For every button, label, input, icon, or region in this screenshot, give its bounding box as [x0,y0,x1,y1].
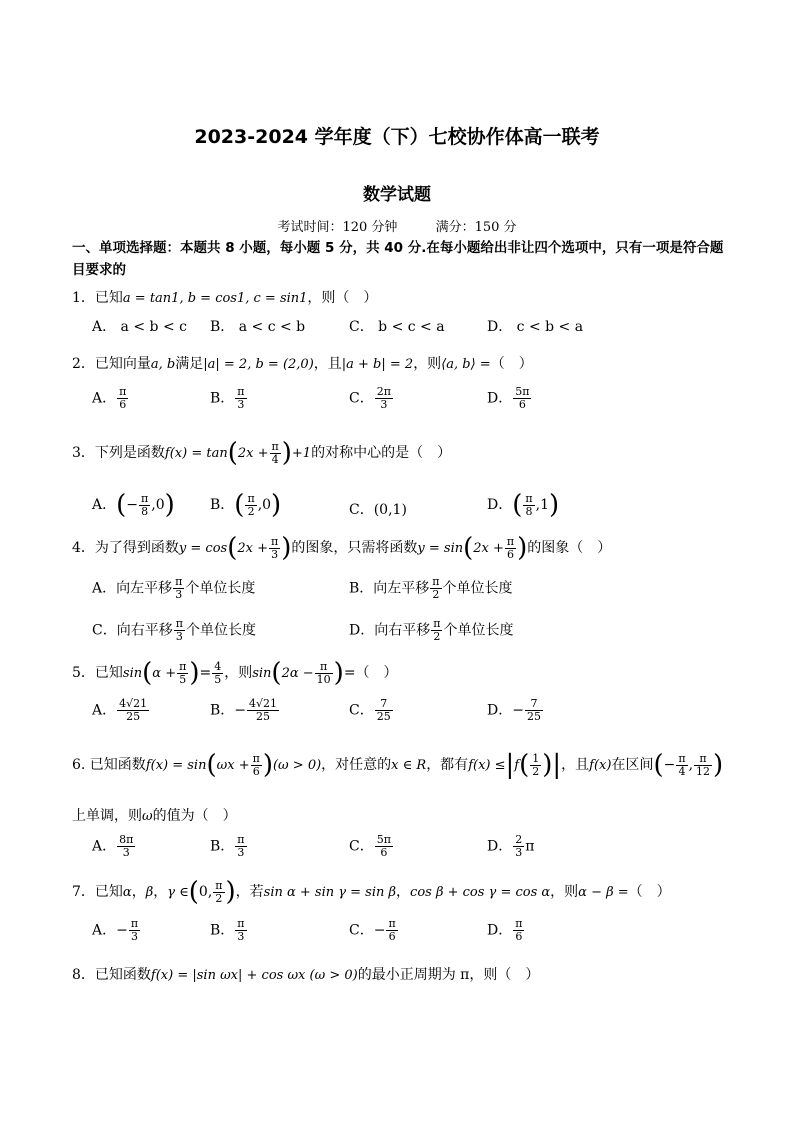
fraction-numerator: π [141,491,149,505]
option-label: D． [487,390,513,407]
fraction-denominator: 25 [256,710,271,723]
option-label: B． [210,838,235,855]
question-2-math-4: ⟨a, b⟩ = [441,357,491,372]
question-6-stem-b: ，对任意的 [321,757,392,773]
option-tail: ,0 [257,497,272,513]
option-fraction [235,918,246,943]
option-fraction [375,834,393,859]
option-fraction [430,576,441,601]
option-tail: 个单位长度 [442,580,513,597]
question-7-math-alpha: α [122,885,132,900]
option-label: B． [210,922,235,939]
question-4-option-c [92,618,256,643]
fraction-numerator: 7 [375,698,393,711]
option-tail: 个单位长度 [443,622,514,639]
abs-open: | [505,750,515,780]
question-1-option-d: D． c < b < a [487,319,584,335]
option-fraction [247,698,279,723]
question-2-stem-c: ，且 [313,356,342,372]
option-label: D． [487,497,513,513]
question-3-option-d [487,490,559,520]
option-fraction [375,698,393,723]
option-label: C． [349,390,374,407]
fraction-numerator: 7 [525,698,543,711]
fraction-numerator: π [175,617,183,630]
option-label: A． [92,390,117,407]
paren-close: ) [189,658,200,688]
fraction-denominator: 3 [515,846,523,859]
fraction-denominator: 3 [237,930,245,943]
option-sign: − [373,922,386,939]
option-label: B．向左平移 [349,580,430,597]
question-5-fraction-3 [315,661,333,686]
interval-sign: − [663,757,676,773]
fraction-numerator: π [432,575,440,588]
option-tail: ,1 [535,497,549,513]
question-7-math-beta: β [145,885,154,900]
fraction-numerator: π [525,491,533,505]
fraction-numerator: π [694,753,712,766]
question-2-stem-a: 2．已知向量 [72,356,151,372]
question-5-stem-b: ，则 [224,665,253,681]
fraction-denominator: 25 [126,710,141,723]
fraction-numerator: π [215,878,223,892]
fraction-denominator: 12 [696,764,711,778]
option-tail: ,0 [151,497,165,513]
paren-close: ) [271,490,282,520]
question-6-line-2-b: 的值为（ ） [152,808,237,824]
option-value: (0,1) [373,502,407,518]
fraction-denominator: 3 [271,547,279,561]
option-label: C． [349,922,374,939]
question-6-option-a [92,834,136,859]
option-fraction [173,576,184,601]
fraction-numerator: 4√21 [249,697,278,710]
option-fraction [174,618,185,643]
question-6-stem-a: 6. 已知函数 [72,757,146,773]
question-3-stem-b: 的对称中心的是（ ） [311,445,452,461]
question-5-math-2: sin [252,666,272,681]
option-tail: 个单位长度 [185,580,256,597]
fraction-denominator: 2 [532,764,540,778]
option-fraction [117,386,128,411]
option-label: B． [210,497,235,513]
question-4 [72,533,752,563]
question-3-option-b [210,490,281,520]
paren-close: ) [164,490,175,520]
option-label: D．向右平移 [349,622,431,639]
question-7-option-b [210,918,248,943]
exam-subject: 数学试题 [363,185,431,205]
fraction-denominator: 5 [179,672,187,686]
fraction-denominator: 3 [175,588,183,601]
option-label: C． [349,502,374,518]
question-7-math-gamma: γ ∈ [167,885,189,900]
paren-close: ) [517,533,528,563]
fraction-numerator: π [175,575,183,588]
section-heading: 一、单项选择题：本题共 8 小题，每小题 5 分，共 40 分.在每小题给出非让四个选项中，只有一项是符合题目要求的 [72,240,724,278]
fraction-numerator: 4 [214,659,222,673]
fraction-denominator: 3 [237,846,245,859]
option-label: A．向左平移 [92,580,173,597]
option-label: D． [487,838,513,855]
question-6-math-1: f(x) = sin [145,758,207,773]
question-5-math-1-inner: α + [152,666,177,681]
fraction-denominator: 3 [237,398,245,411]
option-tail: π [525,838,535,855]
paren-open: ( [116,490,127,520]
option-sign: − [126,497,139,513]
option-fraction [513,834,524,859]
question-7-stem-d: （ ） [628,884,671,900]
option-fraction [117,698,149,723]
fraction-denominator: 6 [518,398,526,411]
question-3-math-tail: +1 [291,446,312,461]
fraction-numerator: π [515,917,523,930]
question-1-option-b: B． a < c < b [210,319,306,335]
exam-info [0,216,794,235]
question-5-option-c [349,698,394,723]
fraction-numerator: π [678,751,686,765]
question-3-math-inner: 2x + [237,446,269,461]
fraction-numerator: 5π [376,833,391,846]
fraction-denominator: 8 [141,504,149,518]
option-label: D． [487,702,513,719]
question-5-option-d [487,698,544,723]
fraction-numerator: π [237,385,245,398]
fraction-denominator: 3 [175,630,183,643]
interval-comma: , [688,757,694,773]
question-2-option-c [349,386,394,411]
option-sign: − [512,702,524,719]
paren-open: ( [653,750,664,780]
option-fraction [523,493,534,518]
question-6-fraction-1 [251,753,262,778]
question-2-option-a [92,386,129,411]
question-7-fraction [213,880,224,905]
question-7-math-6: α − β = [578,885,629,900]
option-fraction [235,386,246,411]
option-label: C． [349,702,374,719]
paren-open: ( [227,438,238,468]
question-5 [72,658,752,688]
question-8-stem-b: 的最小正周期为 π，则（ ） [357,967,540,983]
question-5-stem-a: 5．已知 [72,665,123,681]
fraction-numerator: π [237,917,245,930]
fraction-numerator: π [271,534,279,548]
option-label: D． [487,922,513,939]
question-1-stem-a: 1．已知 [72,290,123,306]
fraction-denominator: 2 [215,891,223,905]
paren-open: ( [271,658,282,688]
fraction-numerator: 5π [515,385,530,398]
question-4-stem-a: 4．为了得到函数 [72,540,179,556]
fraction-numerator: π [179,659,187,673]
question-1-option-c: C． b < c < a [349,319,445,335]
question-3-stem-a: 3．下列是函数 [72,445,165,461]
separator: ， [131,884,146,900]
question-8-stem-a: 8．已知函数 [72,967,151,983]
question-3-option-a [92,490,175,520]
paren-open: ( [234,490,245,520]
question-2-math-3: |a + b| = 2 [341,357,414,372]
question-6-option-b [210,834,248,859]
question-4-math-1: y = cos [178,541,228,556]
fraction-numerator: π [119,385,127,398]
paren-close: ) [281,533,292,563]
option-fraction [431,618,442,643]
abs-close: | [552,750,562,780]
question-5-fraction-1 [177,661,188,686]
fraction-denominator: 3 [122,846,130,859]
question-7-math-4: sin α + sin γ = sin β [263,885,397,900]
question-6-math-4: f(x) [589,758,612,773]
fraction-denominator: 2 [247,504,255,518]
question-5-option-a [92,698,150,723]
fraction-denominator: 2 [433,630,441,643]
question-6-stem-e: 在区间 [611,757,654,773]
paren-open: ( [142,658,153,688]
option-fraction [525,698,543,723]
question-6-fraction-2 [530,753,541,778]
option-fraction [513,918,524,943]
exam-time: 考试时间：120 分钟 [277,220,398,235]
fraction-denominator: 6 [252,764,260,778]
question-5-math-2-inner: 2α − [281,666,314,681]
paren-close: ) [713,750,724,780]
fraction-numerator: π [315,661,333,674]
fraction-denominator: 25 [376,710,391,723]
fraction-numerator: π [247,491,255,505]
question-8 [72,964,752,984]
question-4-option-b [349,576,513,601]
paren-open: ( [463,533,474,563]
fraction-numerator: 8π [119,833,134,846]
question-5-math-1: sin [122,666,143,681]
question-2 [72,353,752,373]
fraction-denominator: 4 [271,452,279,466]
question-6-math-2: x ∈ R [391,758,427,773]
fraction-numerator: 2π [376,385,391,398]
question-7-math-5: cos β + cos γ = cos α [410,885,551,900]
fraction-denominator: 4 [678,764,686,778]
question-6-line-2-a: 上单调，则 [72,808,142,824]
question-7-option-d [487,918,525,943]
fraction-denominator: 2 [432,588,440,601]
fraction-numerator: π [130,917,139,930]
question-6-fraction-4 [694,753,712,778]
question-6-fraction-3 [676,753,687,778]
separator: ， [396,884,411,900]
fraction-numerator: π [388,917,396,930]
option-label: A． [92,702,117,719]
question-5-option-b [210,698,280,723]
paren-close: ) [225,877,236,907]
option-fraction [513,386,531,411]
option-label: B． [210,702,235,719]
question-7-stem-a: 7．已知 [72,884,123,900]
option-fraction [129,918,140,943]
separator: ， [153,884,168,900]
fraction-denominator: 6 [380,846,388,859]
fraction-numerator: 4√21 [119,697,148,710]
question-3 [72,438,752,468]
question-6-stem-d: ，且 [561,757,590,773]
option-fraction [235,834,246,859]
full-score: 满分：150 分 [435,220,517,235]
question-6 [72,750,752,780]
fraction-denominator: 10 [316,672,331,686]
equals-sign: = [199,665,212,681]
question-6-math-3-inner: f [514,758,520,773]
fraction-numerator: π [252,751,260,765]
question-4-math-2: y = sin [417,541,464,556]
option-fraction [117,834,135,859]
question-2-stem-e: （ ） [490,356,533,372]
paren-close: ) [542,750,553,780]
option-label: B． [210,390,235,407]
option-sign: − [116,922,128,939]
question-7 [72,877,752,907]
option-fraction [139,493,150,518]
question-1-math: a = tan1, b = cos1, c = sin1 [122,291,308,306]
exam-title: 2023-2024 学年度（下）七校协作体高一联考 [194,126,600,148]
question-6-math-1-tail: (ω > 0) [272,758,322,773]
paren-open: ( [227,533,238,563]
paren-close: ) [333,658,344,688]
question-1-stem-b: ，则（ ） [307,290,378,306]
fraction-denominator: 6 [507,547,514,561]
question-6-math-3: f(x) ≤ [468,758,506,773]
paren-open: ( [206,750,217,780]
question-5-fraction-2 [212,661,223,686]
paren-close: ) [262,750,273,780]
fraction-numerator: 1 [532,751,540,765]
option-fraction [386,918,397,943]
question-6-stem-c: ，都有 [426,757,469,773]
question-3-fraction [270,441,281,466]
fraction-denominator: 3 [130,930,138,943]
question-2-option-d [487,386,532,411]
question-6-math-5: ω [142,809,153,824]
paren-close: ) [281,438,292,468]
option-sign: − [234,702,247,719]
fraction-denominator: 25 [526,710,541,723]
question-6-option-d [487,834,534,859]
interval-zero: 0, [198,884,213,900]
fraction-numerator: π [433,617,441,630]
option-fraction [375,386,393,411]
question-7-stem-b: ，若 [235,884,264,900]
option-tail: 个单位长度 [185,622,256,639]
option-label: A． [92,922,117,939]
question-5-stem-c: =（ ） [343,665,398,681]
option-label: A． [92,497,117,513]
fraction-numerator: π [271,439,279,453]
question-1-option-a: A． a < b < c [92,319,187,335]
paren-open: ( [188,877,199,907]
question-2-math-2: |a| = 2, b = (2,0) [203,357,314,372]
question-1 [72,287,752,307]
question-6-line-2 [72,805,752,825]
option-fraction [245,493,256,518]
fraction-numerator: π [237,833,245,846]
fraction-denominator: 6 [119,398,127,411]
paren-close: ) [548,490,560,520]
paren-open: ( [519,750,530,780]
question-2-stem-d: ，则 [413,356,442,372]
question-4-fraction-2 [505,536,516,561]
fraction-denominator: 3 [380,398,388,411]
question-4-option-d [349,618,513,643]
fraction-denominator: 6 [515,930,523,943]
question-6-math-1-inner: ωx + [216,758,250,773]
question-2-option-b [210,386,248,411]
fraction-denominator: 5 [214,672,222,686]
question-7-option-a [92,918,141,943]
fraction-numerator: π [506,534,515,548]
question-7-stem-c: ，则 [550,884,579,900]
question-4-option-a [92,576,255,601]
question-2-stem-b: 满足 [175,356,204,372]
fraction-numerator: 2 [515,833,523,846]
question-4-math-1-inner: 2x + [237,541,268,556]
question-3-option-c [349,499,407,519]
fraction-denominator: 6 [388,930,396,943]
option-label: A． [92,838,117,855]
question-3-math: f(x) = tan [164,446,228,461]
question-2-math-1: a, b [150,357,176,372]
question-7-option-c [349,918,399,943]
question-4-stem-b: 的图象，只需将函数 [291,540,418,556]
option-label: C． [349,838,374,855]
question-8-math: f(x) = |sin ωx| + cos ωx (ω > 0) [150,968,358,983]
question-6-option-c [349,834,394,859]
question-4-stem-c: 的图象（ ） [527,540,612,556]
paren-open: ( [512,490,523,520]
option-label: C．向右平移 [92,622,173,639]
fraction-denominator: 8 [525,504,533,518]
question-4-math-2-inner: 2x + [473,541,504,556]
question-4-fraction-1 [269,536,280,561]
